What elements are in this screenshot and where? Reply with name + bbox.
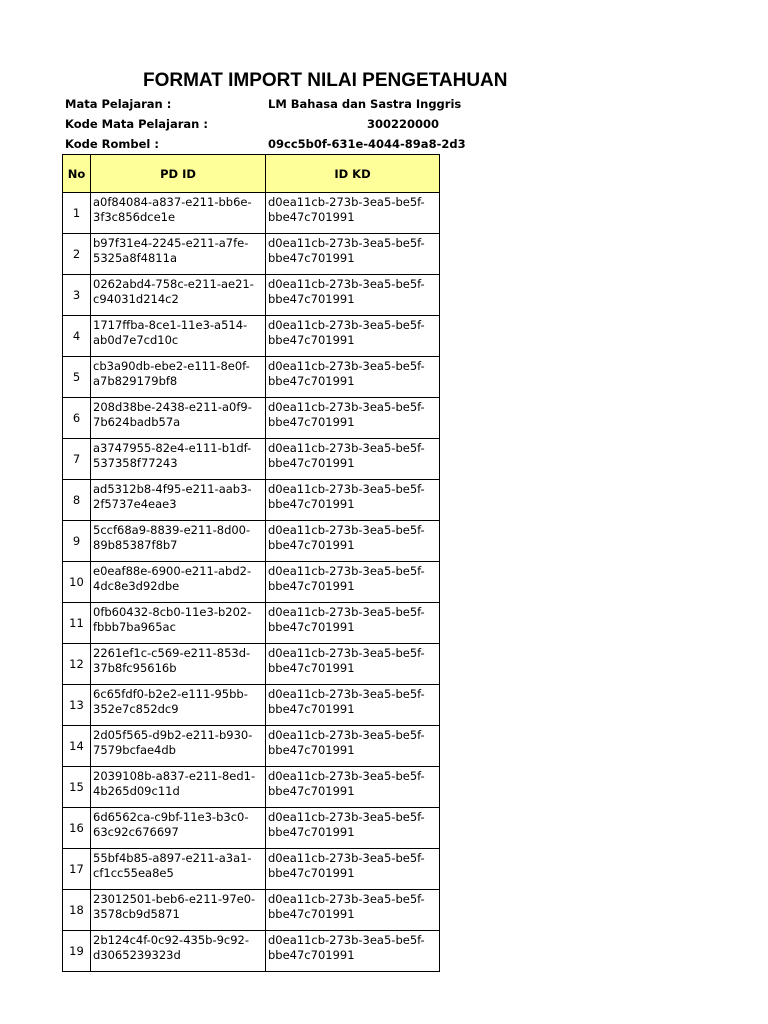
table-header-row (63, 155, 440, 193)
pd-id-cell (91, 193, 266, 234)
pd-id-cell (91, 644, 266, 685)
id-kd-cell (266, 808, 440, 849)
id-kd-line: d0ea11cb-273b-3ea5-be5f- (268, 605, 425, 619)
row-number: 13 (63, 685, 91, 726)
pd-id-line: 4b265d09c11d (93, 784, 180, 798)
id-kd-line: bbe47c701991 (268, 661, 355, 675)
pd-id-cell (91, 808, 266, 849)
pd-id-line: 5325a8f4811a (93, 251, 177, 265)
pd-id-line: 5ccf68a9-8839-e211-8d00- (93, 523, 251, 537)
pd-id-cell (91, 521, 266, 562)
meta-row-mata-pelajaran (65, 94, 462, 114)
id-kd-line: bbe47c701991 (268, 743, 355, 757)
id-kd-cell (266, 316, 440, 357)
row-number: 16 (63, 808, 91, 849)
id-kd-line: d0ea11cb-273b-3ea5-be5f- (268, 523, 425, 537)
pd-id-line: a3747955-82e4-e111-b1df- (93, 441, 252, 455)
pd-id-cell (91, 603, 266, 644)
table-row (63, 193, 440, 234)
pd-id-line: 1717ffba-8ce1-11e3-a514- (93, 318, 248, 332)
id-kd-line: bbe47c701991 (268, 907, 355, 921)
row-number: 14 (63, 726, 91, 767)
pd-id-line: d3065239323d (93, 948, 181, 962)
pd-id-line: 7579bcfae4db (93, 743, 176, 757)
id-kd-line: bbe47c701991 (268, 497, 355, 511)
pd-id-line: a7b829179bf8 (93, 374, 178, 388)
table-row (63, 480, 440, 521)
pd-id-cell (91, 275, 266, 316)
id-kd-line: d0ea11cb-273b-3ea5-be5f- (268, 482, 425, 496)
row-number: 6 (63, 398, 91, 439)
id-kd-line: bbe47c701991 (268, 538, 355, 552)
pd-id-line: 23012501-beb6-e211-97e0- (93, 892, 256, 906)
table-row (63, 849, 440, 890)
id-kd-cell (266, 357, 440, 398)
pd-id-line: 2f5737e4eae3 (93, 497, 177, 511)
pd-id-line: cf1cc55ea8e5 (93, 866, 174, 880)
id-kd-line: bbe47c701991 (268, 210, 355, 224)
id-kd-line: bbe47c701991 (268, 456, 355, 470)
row-number: 7 (63, 439, 91, 480)
table-row (63, 890, 440, 931)
pd-id-cell (91, 316, 266, 357)
id-kd-line: bbe47c701991 (268, 784, 355, 798)
pd-id-line: 6c65fdf0-b2e2-e111-95bb- (93, 687, 248, 701)
pd-id-line: 0262abd4-758c-e211-ae21- (93, 277, 254, 291)
id-kd-line: bbe47c701991 (268, 702, 355, 716)
table-row (63, 357, 440, 398)
id-kd-line: bbe47c701991 (268, 866, 355, 880)
id-kd-line: bbe47c701991 (268, 825, 355, 839)
table-row (63, 316, 440, 357)
id-kd-line: d0ea11cb-273b-3ea5-be5f- (268, 769, 425, 783)
pd-id-line: 2261ef1c-c569-e211-853d- (93, 646, 251, 660)
pd-id-line: 2d05f565-d9b2-e211-b930- (93, 728, 253, 742)
row-number: 9 (63, 521, 91, 562)
row-number: 3 (63, 275, 91, 316)
id-kd-line: d0ea11cb-273b-3ea5-be5f- (268, 646, 425, 660)
pd-id-cell (91, 726, 266, 767)
meta-value: LM Bahasa dan Sastra Inggris (268, 97, 462, 111)
meta-value: 300220000 (366, 117, 439, 131)
pd-id-cell (91, 767, 266, 808)
id-kd-line: bbe47c701991 (268, 292, 355, 306)
pd-id-line: 352e7c852dc9 (93, 702, 179, 716)
id-kd-line: d0ea11cb-273b-3ea5-be5f- (268, 728, 425, 742)
id-kd-line: d0ea11cb-273b-3ea5-be5f- (268, 236, 425, 250)
table-row (63, 234, 440, 275)
id-kd-cell (266, 726, 440, 767)
table-row (63, 931, 440, 972)
id-kd-cell (266, 767, 440, 808)
row-number: 18 (63, 890, 91, 931)
page-title: FORMAT IMPORT NILAI PENGETAHUAN (143, 70, 508, 91)
table-body (63, 193, 440, 972)
table-row (63, 521, 440, 562)
table-row (63, 603, 440, 644)
row-number: 8 (63, 480, 91, 521)
id-kd-cell (266, 234, 440, 275)
data-table (62, 154, 440, 972)
table-row (63, 685, 440, 726)
meta-label: Kode Rombel : (65, 137, 159, 151)
pd-id-line: c94031d214c2 (93, 292, 179, 306)
spreadsheet-page (62, 0, 508, 1024)
pd-id-line: 2b124c4f-0c92-435b-9c92- (93, 933, 250, 947)
row-number: 10 (63, 562, 91, 603)
row-number: 1 (63, 193, 91, 234)
id-kd-cell (266, 849, 440, 890)
table-row (63, 562, 440, 603)
pd-id-cell (91, 562, 266, 603)
id-kd-line: d0ea11cb-273b-3ea5-be5f- (268, 277, 425, 291)
id-kd-line: bbe47c701991 (268, 333, 355, 347)
id-kd-cell (266, 562, 440, 603)
table-row (63, 398, 440, 439)
pd-id-line: fbbb7ba965ac (93, 620, 176, 634)
table-row (63, 275, 440, 316)
meta-label: Mata Pelajaran : (65, 97, 172, 111)
meta-row-kode-rombel (65, 134, 466, 154)
pd-id-line: 7b624badb57a (93, 415, 181, 429)
pd-id-line: 63c92c676697 (93, 825, 179, 839)
pd-id-line: 55bf4b85-a897-e211-a3a1- (93, 851, 252, 865)
id-kd-line: d0ea11cb-273b-3ea5-be5f- (268, 400, 425, 414)
pd-id-line: 3f3c856dce1e (93, 210, 176, 224)
id-kd-line: d0ea11cb-273b-3ea5-be5f- (268, 933, 425, 947)
id-kd-cell (266, 275, 440, 316)
id-kd-line: d0ea11cb-273b-3ea5-be5f- (268, 810, 425, 824)
id-kd-line: bbe47c701991 (268, 620, 355, 634)
column-header-no: No (63, 155, 91, 193)
id-kd-cell (266, 480, 440, 521)
pd-id-line: a0f84084-a837-e211-bb6e- (93, 195, 252, 209)
id-kd-cell (266, 644, 440, 685)
pd-id-line: ab0d7e7cd10c (93, 333, 179, 347)
pd-id-line: 37b8fc95616b (93, 661, 177, 675)
table-row (63, 808, 440, 849)
pd-id-cell (91, 480, 266, 521)
row-number: 4 (63, 316, 91, 357)
id-kd-line: d0ea11cb-273b-3ea5-be5f- (268, 687, 425, 701)
table-row (63, 644, 440, 685)
id-kd-cell (266, 521, 440, 562)
pd-id-cell (91, 398, 266, 439)
id-kd-line: d0ea11cb-273b-3ea5-be5f- (268, 564, 425, 578)
pd-id-line: 6d6562ca-c9bf-11e3-b3c0- (93, 810, 249, 824)
id-kd-cell (266, 439, 440, 480)
meta-label: Kode Mata Pelajaran : (65, 117, 208, 131)
pd-id-line: b97f31e4-2245-e211-a7fe- (93, 236, 249, 250)
pd-id-line: 3578cb9d5871 (93, 907, 180, 921)
id-kd-line: d0ea11cb-273b-3ea5-be5f- (268, 851, 425, 865)
id-kd-line: d0ea11cb-273b-3ea5-be5f- (268, 195, 425, 209)
table-row (63, 726, 440, 767)
pd-id-cell (91, 685, 266, 726)
row-number: 17 (63, 849, 91, 890)
id-kd-cell (266, 603, 440, 644)
row-number: 2 (63, 234, 91, 275)
id-kd-line: d0ea11cb-273b-3ea5-be5f- (268, 892, 425, 906)
table-row (63, 767, 440, 808)
pd-id-line: 89b85387f8b7 (93, 538, 178, 552)
row-number: 15 (63, 767, 91, 808)
id-kd-line: d0ea11cb-273b-3ea5-be5f- (268, 318, 425, 332)
pd-id-cell (91, 931, 266, 972)
pd-id-line: 208d38be-2438-e211-a0f9- (93, 400, 252, 414)
id-kd-cell (266, 890, 440, 931)
pd-id-line: 4dc8e3d92dbe (93, 579, 180, 593)
meta-value: 09cc5b0f-631e-4044-89a8-2d3 (268, 137, 466, 151)
pd-id-line: 537358f77243 (93, 456, 178, 470)
id-kd-line: bbe47c701991 (268, 579, 355, 593)
pd-id-cell (91, 890, 266, 931)
column-header-pd-id: PD ID (91, 155, 266, 193)
row-number: 12 (63, 644, 91, 685)
id-kd-line: bbe47c701991 (268, 948, 355, 962)
id-kd-line: bbe47c701991 (268, 374, 355, 388)
pd-id-line: 0fb60432-8cb0-11e3-b202- (93, 605, 252, 619)
id-kd-line: bbe47c701991 (268, 415, 355, 429)
id-kd-cell (266, 685, 440, 726)
id-kd-line: bbe47c701991 (268, 251, 355, 265)
pd-id-line: cb3a90db-ebe2-e111-8e0f- (93, 359, 250, 373)
pd-id-cell (91, 234, 266, 275)
meta-row-kode-mata-pelajaran (65, 114, 439, 134)
pd-id-cell (91, 439, 266, 480)
id-kd-cell (266, 398, 440, 439)
column-header-id-kd: ID KD (266, 155, 440, 193)
id-kd-cell (266, 193, 440, 234)
id-kd-cell (266, 931, 440, 972)
pd-id-cell (91, 357, 266, 398)
id-kd-line: d0ea11cb-273b-3ea5-be5f- (268, 441, 425, 455)
row-number: 19 (63, 931, 91, 972)
pd-id-line: e0eaf88e-6900-e211-abd2- (93, 564, 252, 578)
pd-id-line: 2039108b-a837-e211-8ed1- (93, 769, 256, 783)
table-row (63, 439, 440, 480)
row-number: 5 (63, 357, 91, 398)
pd-id-cell (91, 849, 266, 890)
row-number: 11 (63, 603, 91, 644)
pd-id-line: ad5312b8-4f95-e211-aab3- (93, 482, 252, 496)
id-kd-line: d0ea11cb-273b-3ea5-be5f- (268, 359, 425, 373)
